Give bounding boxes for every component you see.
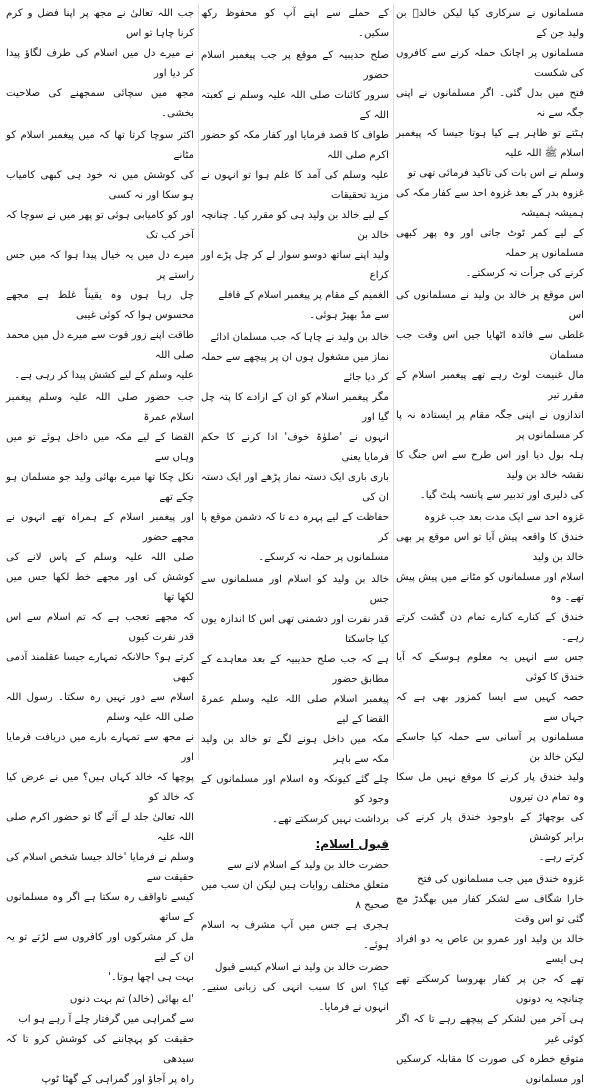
paragraph: کے حملے سے اپنے آپ کو محفوظ رکھ سکیں۔ [201, 8, 389, 39]
paragraph: خالد بن ولید کو اسلام اور مسلمانوں سے جس قدر نفرت اور دشمنی تھی اس کا اندازہ یوں کیا جاسکتا ہے کہ جب صلح حدیبیہ کے بعد معاہدے کے مطابق حضور پیغمبر اسلام صلی اللہ علیہ وسلم عمرۃ القضا کے لیے مکہ میں داخل ہونے لگے تو خالد بن ولید مکہ سے باہر چلے گئے کیونکہ وہ اسلام اور مسلمانوں کے وجود کو برداشت نہیں کرسکتے تھے۔ [201, 574, 389, 825]
column-middle [201, 4, 394, 1013]
paragraph: حضرت خالد بن ولید کے اسلام لانے سے متعلق مختلف روایات ہیں لیکن ان سب میں صحیح ۸ ہجری ہے جس میں آپ مشرف بہ اسلام ہوئے۔ [201, 860, 389, 951]
column-left [6, 4, 199, 1085]
text-columns [6, 4, 584, 1085]
paragraph: صلح حدیبیہ کے موقع پر جب پیغمبر اسلام حضور سرور کائنات صلی اللہ علیہ وسلم نے کعبتہ اللہ کے طواف کا قصد فرمایا اور کفار مکہ کو حضور اکرم صلی اللہ علیہ وسلم کی آمد کا علم ہوا تو انہوں نے مزید تحقیقات کے لیے خالد بن ولید ہی کو مقرر کیا۔ چنانچہ خالد بن ولید اپنے ساتھ دوسو سوار لے کر چل پڑے اور کراع الغمیم کے مقام پر پیغمبر اسلام کے قافلے سے مڈ بھیڑ ہوئی۔ [201, 50, 389, 321]
paragraph: اس موقع پر خالد بن ولید نے مسلمانوں کی اس غلطی سے فائدہ اٹھایا جیں اس وقت جب مسلمان مال غنیمت لوٹ رہے تھے پیغمبر اسلام کے مقرر تیر اندازوں نے اپنی جگہ مقام پر ایستادہ نہ پا کر مسلمانوں پر ہلہ بول دیا اور اس طرح سے اس جنگ کا نقشہ خالد بن ولید کی دلیری اور تدبیر سے پانسہ پلٹ گیا۔ [396, 290, 584, 501]
paragraph: مسلمانوں نے سرکاری کیا لیکن خالدؓ بن ولید جن کے مسلمانوں پر اچانک حملہ کرنے سے کافروں کی شکست فتح میں بدل گئی۔ اگر مسلمانوں نے اپنی جگہ سے نہ ہٹتے تو ظاہر ہے کیا ہوتا جیسا کہ پیغمبر اسلام ﷺ اللہ علیہ وسلم نے اس بات کی تاکید فرمائی تھی تو غزوہ بدر کے بعد غزوہ احد سے کفار مکہ کی ہمیشہ ہمیشہ کے لیے کمر ٹوٹ جاتی اور وہ پھر کبھی مسلمانوں پر حملہ کرنے کی جرأت نہ کرسکتے۔ [396, 8, 584, 279]
paragraph: جب اللہ تعالیٰ نے مجھ پر اپنا فضل و کرم کرنا چاہا تو اس نے میرے دل میں اسلام کی طرف لگاؤ پیدا کر دیا اور مجھ میں سچائی سمجھنے کی صلاحیت بخشی۔ [6, 8, 194, 119]
paragraph: 'اے بھائی (خالد) تم بہت دنوں سے گمراہی میں گرفتار چلے آ رہے ہو اب حقیقت کو پہچاننے کی کوشش کرو تا کہ سیدھی راہ پر آجاؤ اور گمراہی کے گھٹا ٹوپ [6, 994, 194, 1085]
column-right [396, 4, 584, 1085]
paragraph: جب حضور صلی اللہ علیہ وسلم پیغمبر اسلام عمرۃ القضا کے لیے مکہ میں داخل ہوئے تو میں وہاں سے نکل چکا تھا میرے بھائی ولید جو مسلمان ہو چکے تھے اور پیغمبر اسلام کے ہمراہ تھے انہوں نے مجھے حضور صلی اللہ علیہ وسلم کے پاس لانے کی کوشش کی اور مجھے خط لکھا جس میں لکھا تھا کہ مجھے تعجب ہے کہ تم اسلام سے اس قدر نفرت کیوں کرتے ہو؟ حالانکہ تمہارے جیسا عقلمند آدمی کبھی اسلام سے دور نہیں رہ سکتا۔ رسول اللہ صلی اللہ علیہ وسلم نے مجھ سے تمہارے بارے میں دریافت فرمایا اور پوچھا کہ خالد کہاں ہیں؟ میں نے عرض کیا کہ خالد کو اللہ تعالیٰ جلد لے آئے گا تو حضور اکرم صلی اللہ علیہ وسلم نے فرمایا 'خالد جیسا شخص اسلام کی حقیقت سے کیسے ناواقف رہ سکتا ہے اگر وہ مسلمانوں کے ساتھ مل کر مشرکوں اور کافروں سے لڑتے تو یہ ان کے لیے بہت ہی اچھا ہوتا۔' [6, 392, 194, 983]
paragraph: غزوہ خندق میں جب مسلمانوں کی فتح خارا شگاف سے لشکر کفار میں بھگدڑ مچ گئی تو اس وقت خالد بن ولید اور عمرو بن عاص یہ دو افراد ہی ایسے تھے کہ جن پر کفار بھروسا کرسکتے تھے چنانچہ یہ دونوں ہی آخر میں لشکر کے پیچھے رہے تا کہ اگر کوئی غیر متوقع خطرہ کی صورت کا مقابلہ کرسکیں اور مسلمانوں [396, 874, 584, 1085]
paragraph: غزوہ احد سے ایک مدت بعد جب غزوہ خندق کا واقعہ پیش آیا تو اس موقع پر بھی خالد بن ولید اسلام اور مسلمانوں کو مٹانے میں پیش پیش تھے۔ وہ خندق کے کنارے کنارے تمام دن گشت کرتے رہے۔ جس سے انہیں یہ معلوم ہوسکے کہ آیا خندق کا کوئی حصہ کہیں سے ایسا کمزور بھی ہے کہ جہاں سے مسلمانوں پر آسانی سے حملہ کیا جاسکے لیکن خالد بن ولید خندق پار کرنے کا موقع نہیں مل سکا وہ تمام دن تیروں کی بوچھاڑ کے باوجود خندق پار کرنے کی برابر کوشش کرتے رہے۔ [396, 512, 584, 863]
paragraph: خالد بن ولید نے چاہا کہ جب مسلمان ادائے نماز میں مشغول ہوں ان پر پیچھے سے حملہ کر دیا جائے مگر پیغمبر اسلام کو ان کے ارادے کا پتہ چل گیا اور انہوں نے 'صلوٰۃ خوف' ادا کرنے کا حکم فرمایا یعنی باری باری ایک دستہ نماز پڑھے اور ایک دستہ ان کی حفاظت کے لیے پہرہ دے تا کہ دشمن موقع پا کر مسلمانوں پر حملہ نہ کرسکے۔ [201, 332, 389, 563]
paragraph: اکثر سوچا کرتا تھا کہ میں پیغمبر اسلام کو مٹانے کی کوشش میں نہ خود ہی کبھی کامیاب ہو سکا اور نہ کسی اور کو کامیابی ہوئی تو پھر میں نے سوچا کہ آخر کب تک میرے دل میں یہ خیال پیدا ہوا کہ میں جس راستے پر چل رہا ہوں وہ یقیناً غلط ہے مجھے محسوس ہوا کہ کوئی غیبی طاقت اپنے زور قوت سے میرے دل میں محمد صلی اللہ علیہ وسلم کے لیے کشش پیدا کر رہی ہے۔ [6, 130, 194, 381]
paragraph: حضرت خالد بن ولید نے اسلام کیسے قبول کیا؟ اس کا سبب انہی کی زبانی سنیے۔ انہوں نے فرمایا۔ [201, 962, 389, 1013]
section-heading: قبول اسلام: [315, 837, 389, 851]
